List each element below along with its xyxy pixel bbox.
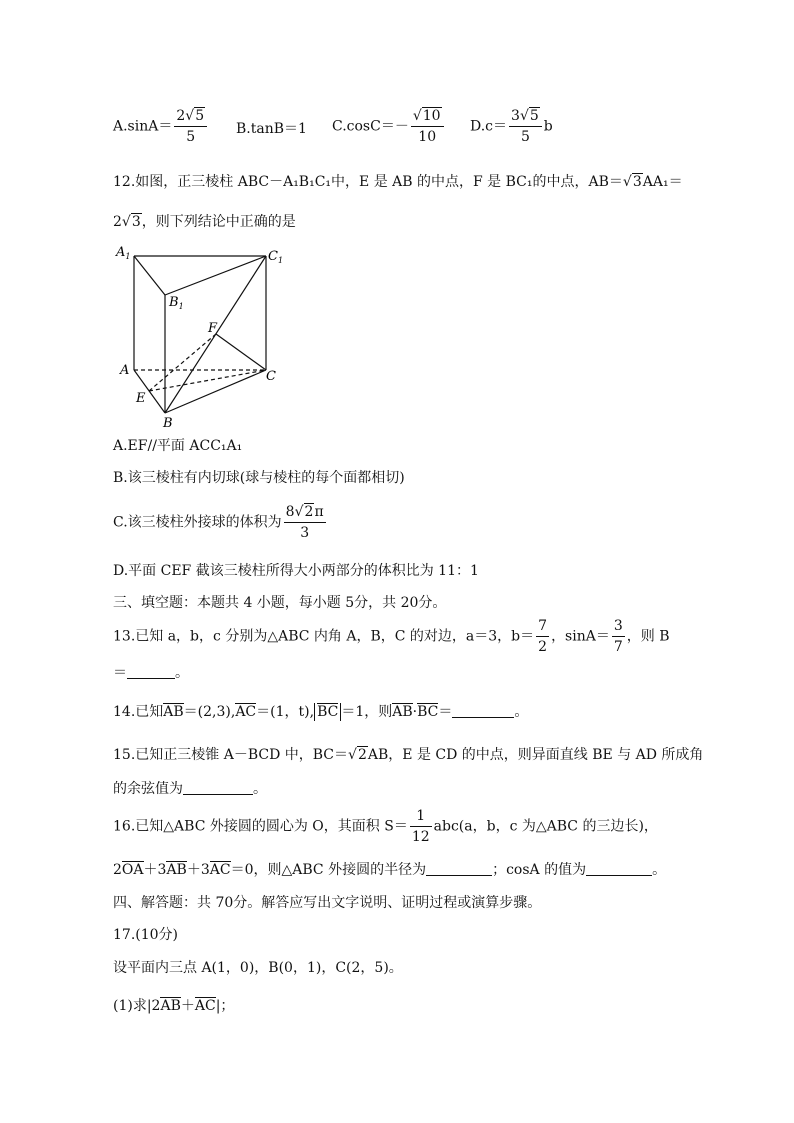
q12-line1-pre: 12.如图，正三棱柱 ABC－A₁B₁C₁中，E 是 AB 的中点，F 是 BC₁的中点，AB＝ <box>113 174 623 190</box>
q12-option-b: B.该三棱柱有内切球(球与棱柱的每个面都相切) <box>113 470 405 486</box>
q12-c-num-rad: 2 <box>304 504 314 520</box>
q14-dot: · <box>412 704 418 720</box>
q12-line2-rad: 3 <box>131 214 141 230</box>
q14-answer-blank[interactable] <box>452 717 514 718</box>
q11-d-den: 5 <box>520 129 530 145</box>
vector-ac: AC <box>235 704 257 720</box>
segment-f-c <box>216 334 266 370</box>
q12-line2: 2√3，则下列结论中正确的是 <box>113 214 296 230</box>
q16-end: 。 <box>652 862 667 878</box>
q13-sin-fraction <box>612 616 625 657</box>
q11-c-den: 10 <box>418 129 437 145</box>
q11-option-c <box>332 106 446 147</box>
q13-mid: ，sinA＝ <box>551 628 610 645</box>
q16-cos-blank[interactable] <box>586 875 652 876</box>
q11-d-num-rad: 5 <box>529 108 539 124</box>
q13-line2-end: 。 <box>175 665 189 681</box>
q15-post: AB，E 是 CD 的中点，则异面直线 BE 与 AD 所成角 <box>367 747 704 763</box>
q16-line2 <box>113 860 666 880</box>
prism-figure <box>110 238 290 433</box>
q13-post: ，则 B <box>626 628 670 645</box>
q12-c-fraction: $\frac{8√2\pi}{3}$ <box>285 504 324 541</box>
q17-part1 <box>113 996 234 1016</box>
q12-line1: 12.如图，正三棱柱 ABC－A₁B₁C₁中，E 是 AB 的中点，F 是 BC₁的中点，AB＝√3AA₁＝ <box>113 174 683 190</box>
q11-a-num-rad: 5 <box>195 108 205 124</box>
q17-plus: ＋ <box>180 998 195 1014</box>
vector-bc: BC <box>317 704 339 720</box>
q12-line1-rad: 3 <box>632 174 642 190</box>
q14-pre: 14.已知 <box>113 704 164 720</box>
q16-plus-3b: ＋3 <box>186 862 210 878</box>
q13-line1 <box>113 616 670 657</box>
q16-pre: 16.已知△ABC 外接圆的圆心为 O，其面积 S＝ <box>113 818 408 835</box>
q16-fraction <box>410 806 432 847</box>
q13-b-num: 7 <box>536 616 549 637</box>
q11-a-den: 5 <box>186 129 196 145</box>
q16-coef-2: 2 <box>113 862 122 878</box>
edge-b-c <box>165 370 266 413</box>
q12-option-c <box>113 502 328 543</box>
q12-c-den: 3 <box>300 525 310 541</box>
q17-heading: 17.(10分) <box>113 927 179 943</box>
q17-part1-pre: (1)求|2 <box>113 998 161 1014</box>
q11-a-num-coef: 2 <box>176 108 186 124</box>
section-3-heading: 三、填空题：本题共 4 小题，每小题 5分，共 20分。 <box>113 595 447 611</box>
q11-d-num-coef: 3 <box>511 108 520 124</box>
q15-end: 。 <box>253 781 267 797</box>
q11-option-a <box>113 106 209 147</box>
label-a: A <box>120 363 130 378</box>
label-c1: $C_1$ <box>268 249 284 265</box>
q13-answer-blank[interactable] <box>127 678 175 679</box>
q15-line2-text: 的余弦值为 <box>113 781 183 797</box>
label-b1: $B_1$ <box>169 295 184 311</box>
q11-c-text: C.cosC＝－ <box>332 118 409 135</box>
q15-pre: 15.已知正三棱锥 A－BCD 中，BC＝ <box>113 747 349 763</box>
q11-d-text: D.c＝ <box>470 118 508 135</box>
q15-rad: 2 <box>357 747 367 763</box>
q15-answer-blank[interactable] <box>183 794 253 795</box>
label-c: C <box>266 369 276 384</box>
q12-line2-coef: 2 <box>113 214 122 230</box>
q15-line2 <box>113 779 267 799</box>
q11-option-b: B.tanB＝1 <box>236 121 307 137</box>
abs-bc <box>314 703 341 721</box>
q14-ab-val: ＝(2,3), <box>183 704 236 720</box>
q12-line1-post: AA₁＝ <box>642 174 683 190</box>
q11-c-num-rad: 10 <box>422 108 441 124</box>
segment-e-f-hidden <box>149 334 216 391</box>
q14-end: 。 <box>514 704 529 720</box>
q12-c-text: C.该三棱柱外接球的体积为 <box>113 514 282 531</box>
label-b: B <box>163 416 173 431</box>
vector-bc-2: BC <box>417 704 439 720</box>
q11-option-d <box>470 106 553 147</box>
q12-c-num-post: π <box>314 504 324 520</box>
q11-d-post: b <box>543 118 553 135</box>
label-a1: $A_1$ <box>116 245 131 261</box>
q16-line1 <box>113 806 658 847</box>
q17-line1: 设平面内三点 A(1，0)，B(0，1)，C(2，5)。 <box>113 960 403 976</box>
q12-option-a: A.EF//平面 ACC₁A₁ <box>113 438 243 454</box>
q14-bc-val: ＝1，则 <box>341 704 393 720</box>
q11-a-text: A.sinA＝ <box>113 118 173 135</box>
q16-cos-text: ；cosA 的值为 <box>492 862 587 878</box>
q16-den: 12 <box>411 829 430 845</box>
vector-ab-q17: AB <box>160 998 181 1014</box>
q16-post: abc(a，b，c 为△ABC 的三边长)， <box>433 818 658 835</box>
edge-a1-b1 <box>134 256 165 295</box>
vector-ab-q16: AB <box>166 862 187 878</box>
q16-radius-blank[interactable] <box>426 875 492 876</box>
q13-line2 <box>113 663 189 683</box>
q12-option-d: D.平面 CEF 截该三棱柱所得大小两部分的体积比为 11：1 <box>113 563 479 579</box>
label-e: E <box>136 391 146 406</box>
q16-radius-text: ＝0，则△ABC 外接圆的半径为 <box>230 862 427 878</box>
q13-s-num: 3 <box>612 616 625 637</box>
q11-a-fraction: $\frac{2√5}{5}$ <box>174 106 207 147</box>
q14-line <box>113 702 528 722</box>
vector-ac-q16: AC <box>209 862 231 878</box>
q17-part1-end: |； <box>215 998 235 1014</box>
vector-ac-q17: AC <box>194 998 216 1014</box>
q16-num: 1 <box>410 806 432 827</box>
vector-oa: OA <box>121 862 144 878</box>
section-4-heading: 四、解答题：共 70分。解答应写出文字说明、证明过程或演算步骤。 <box>113 895 542 911</box>
q15-line1: 15.已知正三棱锥 A－BCD 中，BC＝√2AB，E 是 CD 的中点，则异面直线 BE 与 AD 所成角 <box>113 747 704 763</box>
q16-plus-3a: ＋3 <box>143 862 167 878</box>
vector-ab: AB <box>163 704 184 720</box>
q11-d-fraction: $\frac{3√5}{5}$ <box>509 106 542 147</box>
q11-c-fraction: $\frac{√10}{10}$ <box>411 106 444 147</box>
q13-b-den: 2 <box>538 639 548 655</box>
q14-eq: ＝ <box>438 704 453 720</box>
edge-b1-c1 <box>165 256 266 295</box>
label-f: F <box>208 321 218 336</box>
q13-line2-eq: ＝ <box>113 665 127 681</box>
q13-pre: 13.已知 a，b，c 分别为△ABC 内角 A，B，C 的对边，a＝3，b＝ <box>113 628 535 645</box>
q14-ac-val: ＝(1，t), <box>256 704 315 720</box>
q13-b-fraction <box>536 616 549 657</box>
segment-e-c-hidden <box>149 370 266 391</box>
q12-line2-post: ，则下列结论中正确的是 <box>141 214 296 230</box>
q13-s-den: 7 <box>613 639 623 655</box>
q12-c-num-coef: 8 <box>285 504 295 520</box>
vector-ab-2: AB <box>392 704 413 720</box>
